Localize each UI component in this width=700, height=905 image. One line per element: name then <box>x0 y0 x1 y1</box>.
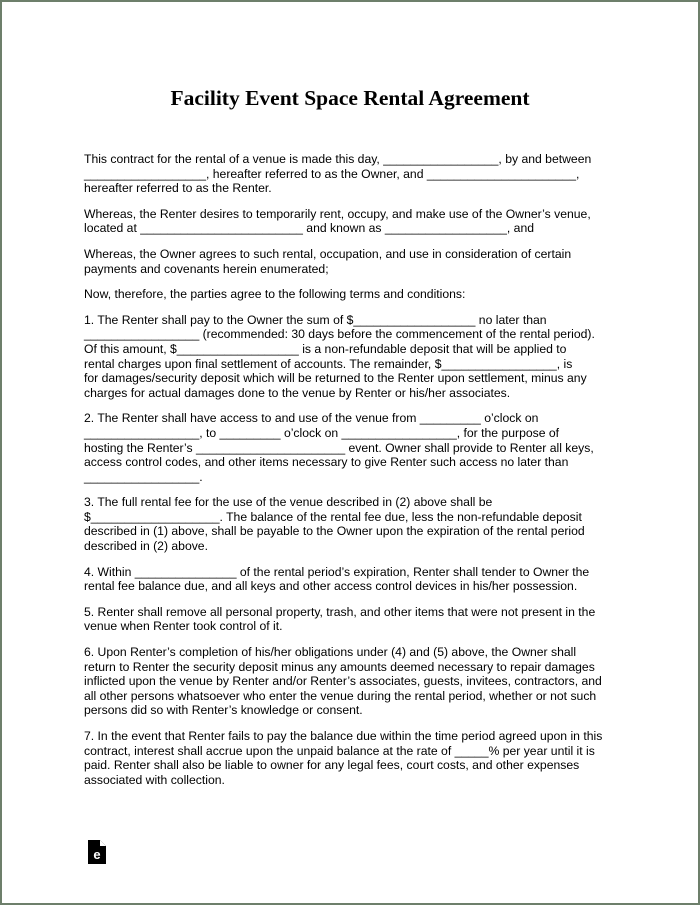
clause-7: 7. In the event that Renter fails to pay the balance due within the time period agreed upon in this contract, interest shall accrue upon the unpaid balance at the rate of _____% per year until it is paid. Renter shall also be liable to owner for any legal fees, court costs, and other expenses associated with collection. <box>84 729 603 787</box>
document-page <box>2 2 698 903</box>
whereas-owner-paragraph: Whereas, the Owner agrees to such rental, occupation, and use in consideration of certain payments and covenants herein enumerated; <box>84 246 572 276</box>
clause-1: 1. The Renter shall pay to the Owner the sum of $__________________ no later than _________________ (recommended: 30 days before the commencement of the rental period). Of this amount, $__________________ is a non-refundable deposit that will be applied to rental charges upon final settlement of accounts. The remainder, $_________________, is for damages/security deposit which will be returned to the Renter upon settlement, minus any charges for actual damages done to the venue by Renter or his/her associates. <box>84 312 595 400</box>
clause-6: 6. Upon Renter’s completion of his/her obligations under (4) and (5) above, the Owner shall return to Renter the security deposit minus any amounts deemed necessary to repair damages inflicted upon the venue by Renter and/or Renter’s associates, guests, invitees, contractors, and all other persons whatsoever who enter the venue during the rental period, whether or not such persons did so with Renter’s knowledge or consent. <box>84 645 602 718</box>
eforms-document-icon <box>88 840 106 864</box>
clause-5: 5. Renter shall remove all personal property, trash, and other items that were not present in the venue when Renter took control of it. <box>84 604 596 634</box>
intro-paragraph: This contract for the rental of a venue is made this day, _________________, by and between __________________, hereafter referred to as the Owner, and ______________________, hereafter referred to as the Renter. <box>84 152 592 196</box>
clause-3: 3. The full rental fee for the use of the venue described in (2) above shall be $___________________. The balance of the rental fee due, less the non-refundable deposit described in (1) above, shall be payable to the Owner upon the expiration of the rental period described in (2) above. <box>84 495 585 554</box>
whereas-renter-paragraph: Whereas, the Renter desires to temporarily rent, occupy, and make use of the Owner’s venue, located at ________________________ and known as __________________, and <box>84 206 591 236</box>
agreement-intro-paragraph: Now, therefore, the parties agree to the following terms and conditions: <box>84 287 466 302</box>
document-body <box>84 152 624 798</box>
document-title: Facility Event Space Rental Agreement <box>170 86 530 110</box>
clause-2: 2. The Renter shall have access to and use of the venue from _________ o’clock on _________________, to _________ o’clock on _________________, for the purpose of hosting the Renter’s ______________________ event. Owner shall provide to Renter all keys, access control codes, and other items necessary to give Renter such access no later than _________________. <box>84 411 594 484</box>
clause-4: 4. Within _______________ of the rental period’s expiration, Renter shall tender to Owner the rental fee balance due, and all keys and other access control devices in his/her possession. <box>84 564 590 594</box>
logo-glyph: e <box>93 847 101 862</box>
